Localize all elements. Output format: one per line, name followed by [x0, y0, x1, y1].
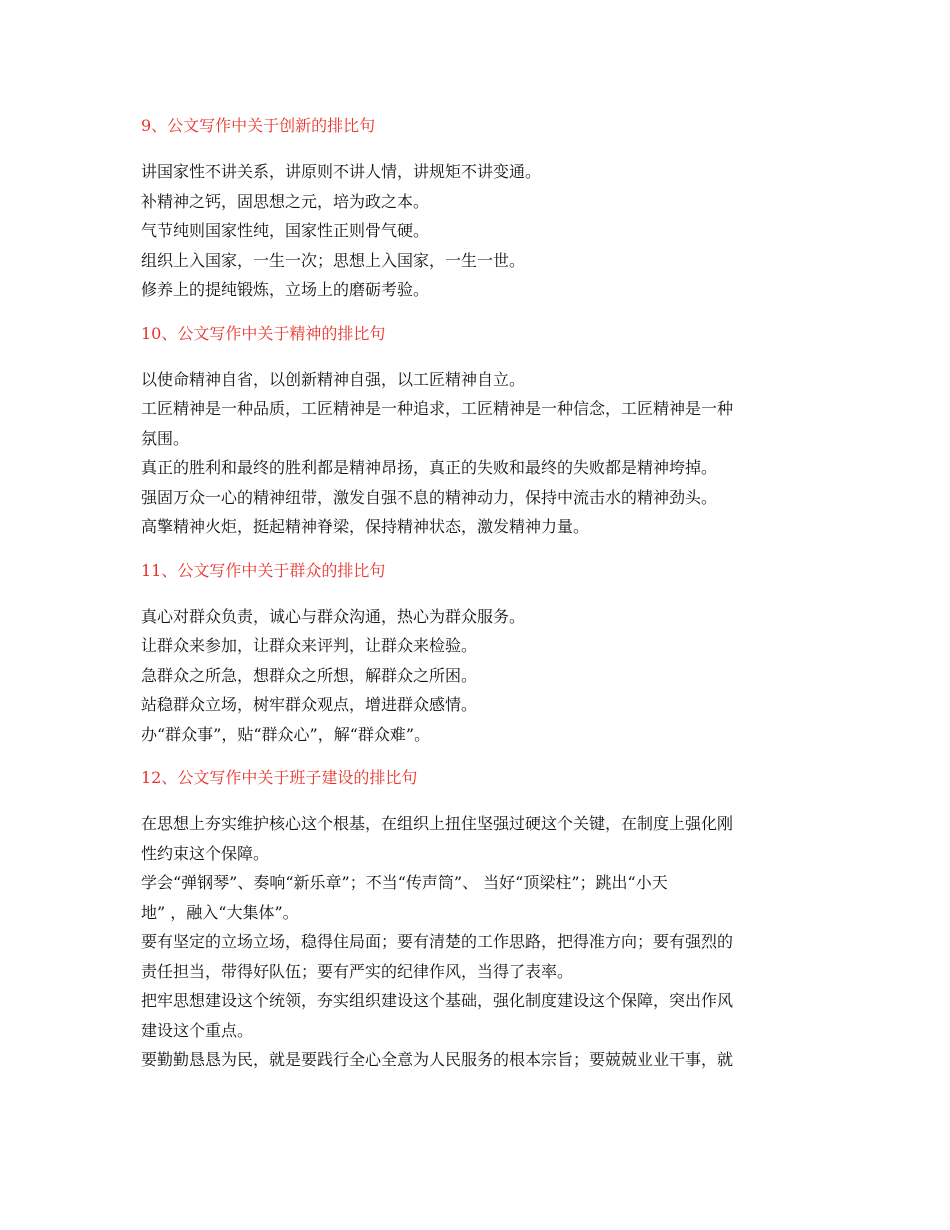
- section-lines: [141, 809, 811, 1075]
- section-team-building: [141, 763, 811, 1075]
- section-innovation: [141, 111, 811, 305]
- text-line: 要有坚定的立场立场，稳得住局面；要有清楚的工作思路，把得准方向；要有强烈的: [141, 932, 734, 951]
- section-heading: 11、公文写作中关于群众的排比句: [141, 560, 386, 580]
- text-line: 工匠精神是一种品质，工匠精神是一种追求，工匠精神是一种信念，工匠精神是一种: [141, 399, 734, 418]
- section-lines: [141, 365, 811, 542]
- text-line: 急群众之所急，想群众之所想，解群众之所困。: [141, 665, 478, 685]
- text-line: 强固万众一心的精神纽带，激发自强不息的精神动力，保持中流击水的精神劲头。: [141, 487, 718, 507]
- section-heading: 12、公文写作中关于班子建设的排比句: [141, 768, 418, 787]
- text-line: 真正的胜利和最终的胜利都是精神昂扬，真正的失败和最终的失败都是精神垮掉。: [141, 458, 718, 477]
- text-line: 站稳群众立场，树牢群众观点，增进群众感情。: [141, 695, 478, 714]
- section-heading: 10、公文写作中关于精神的排比句: [141, 323, 386, 343]
- text-line: 要勤勤恳恳为民，就是要践行全心全意为人民服务的根本宗旨；要兢兢业业干事，就: [141, 1050, 734, 1069]
- text-line: 办“群众事”，贴“群众心”，解“群众难”。: [141, 724, 431, 744]
- text-line: 学会“弹钢琴”、奏响“新乐章”；不当“传声筒”、 当好“顶梁柱”；跳出“小天: [141, 873, 668, 892]
- text-line: 补精神之钙，固思想之元，培为政之本。: [141, 191, 430, 211]
- text-line: 真心对群众负责，诚心与群众沟通，热心为群众服务。: [141, 606, 526, 626]
- text-line: 让群众来参加，让群众来评判，让群众来检验。: [141, 636, 478, 655]
- text-line: 讲国家性不讲关系，讲原则不讲人情，讲规矩不讲变通。: [141, 162, 542, 181]
- section-lines: [141, 157, 811, 305]
- text-line: 在思想上夯实维护核心这个根基，在组织上扭住坚强过硬这个关键，在制度上强化刚: [141, 814, 734, 833]
- text-line: 修养上的提纯锻炼，立场上的磨砺考验。: [141, 280, 430, 299]
- text-line: 建设这个重点。: [141, 1020, 254, 1040]
- text-line: 以使命精神自省，以创新精神自强，以工匠精神自立。: [141, 369, 526, 389]
- text-line: 高擎精神火炬，挺起精神脊梁，保持精神状态，激发精神力量。: [141, 517, 590, 536]
- section-lines: [141, 602, 811, 750]
- section-heading: 9、公文写作中关于创新的排比句: [141, 116, 376, 135]
- text-line: 地” ，融入“大集体”。: [141, 902, 299, 922]
- text-line: 组织上入国家，一生一次；思想上入国家，一生一世。: [141, 250, 526, 270]
- document-content: [141, 111, 811, 1075]
- text-line: 责任担当，带得好队伍；要有严实的纪律作风，当得了表率。: [141, 961, 574, 981]
- text-line: 氛围。: [141, 428, 190, 448]
- section-masses: [141, 556, 811, 750]
- text-line: 气节纯则国家性纯，国家性正则骨气硬。: [141, 221, 430, 240]
- section-spirit: [141, 319, 811, 542]
- text-line: 性约束这个保障。: [141, 843, 270, 863]
- text-line: 把牢思想建设这个统领，夯实组织建设这个基础，强化制度建设这个保障，突出作风: [141, 991, 734, 1010]
